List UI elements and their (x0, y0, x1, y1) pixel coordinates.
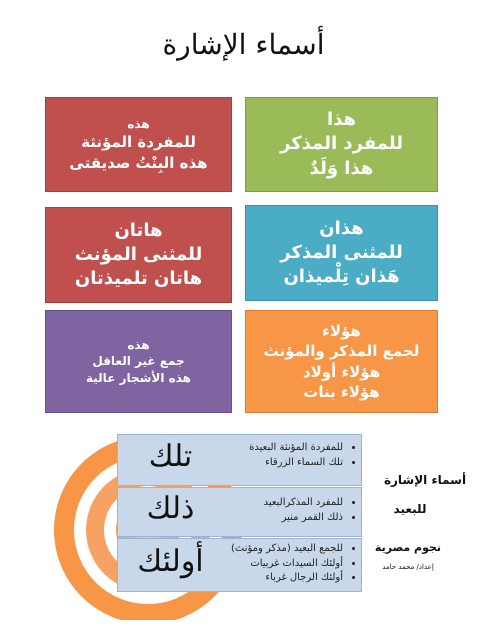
box-line: هذه (127, 338, 150, 353)
list-item: • ذلك القمر منير (264, 511, 343, 526)
box-line: هؤلاء (322, 322, 361, 340)
box-dual-feminine (45, 207, 232, 303)
box-line: هذان (319, 217, 364, 239)
list-item: • للمفردة المؤنثة البعيدة (249, 441, 343, 456)
far-bullets (264, 496, 357, 525)
box-line: للمفرد المذكر (280, 133, 403, 155)
list-item: • للمفرد المذكرالبعيد (264, 496, 343, 511)
page-title: أسماء الإشارة (162, 28, 325, 61)
box-line: هذا (326, 109, 357, 131)
author-credit: إعداد/ محمد حامد (382, 563, 434, 571)
box-line: هذا وَلَدٌ (309, 157, 374, 179)
box-line: لجمع المذكر والمؤنث (263, 342, 420, 361)
far-bullets (249, 441, 357, 470)
box-dual-masculine (245, 205, 438, 301)
box-line: هاتان (114, 219, 163, 241)
box-line: هذه (127, 117, 150, 132)
box-line: للمثنى المؤنث (74, 243, 203, 265)
box-singular-feminine (45, 97, 232, 192)
box-singular-masculine (245, 97, 438, 192)
far-heading: أسماء الإشارة (383, 473, 467, 487)
box-line: للمفردة المؤنثة (81, 133, 196, 152)
box-line: هذه البِنْتُ صديقتى (69, 153, 208, 172)
box-non-rational-plural (45, 310, 232, 413)
list-item: • أولئك الرجال غرباء (231, 571, 343, 586)
box-plural (245, 310, 438, 413)
far-word: ذلك (146, 491, 195, 526)
brand-name: نجوم مصرية (374, 541, 442, 554)
far-row-ulaika (117, 538, 362, 592)
far-row-tilka (117, 434, 362, 486)
far-row-dhalika (117, 487, 362, 537)
box-line: هؤلاء بنات (303, 382, 380, 401)
far-bullets (231, 542, 357, 586)
box-line: هؤلاء أولاد (302, 362, 381, 381)
far-word: أولئك (137, 544, 204, 579)
box-line: جمع غير العاقل (92, 354, 185, 369)
list-item: • تلك السماء الزرقاء (249, 456, 343, 471)
far-word: تلك (148, 439, 193, 474)
list-item: • للجمع البعيد (مذكر ومؤنث) (231, 542, 343, 557)
list-item: • أولئك السيدات غربيات (231, 557, 343, 572)
box-line: هاتان تلميذتان (74, 268, 203, 290)
box-line: هَذان تِلْميذان (283, 266, 400, 288)
box-line: هذه الأشجار عالية (86, 370, 191, 385)
box-line: للمثنى المذكر (280, 241, 403, 263)
far-subheading: للبعيد (393, 502, 427, 516)
